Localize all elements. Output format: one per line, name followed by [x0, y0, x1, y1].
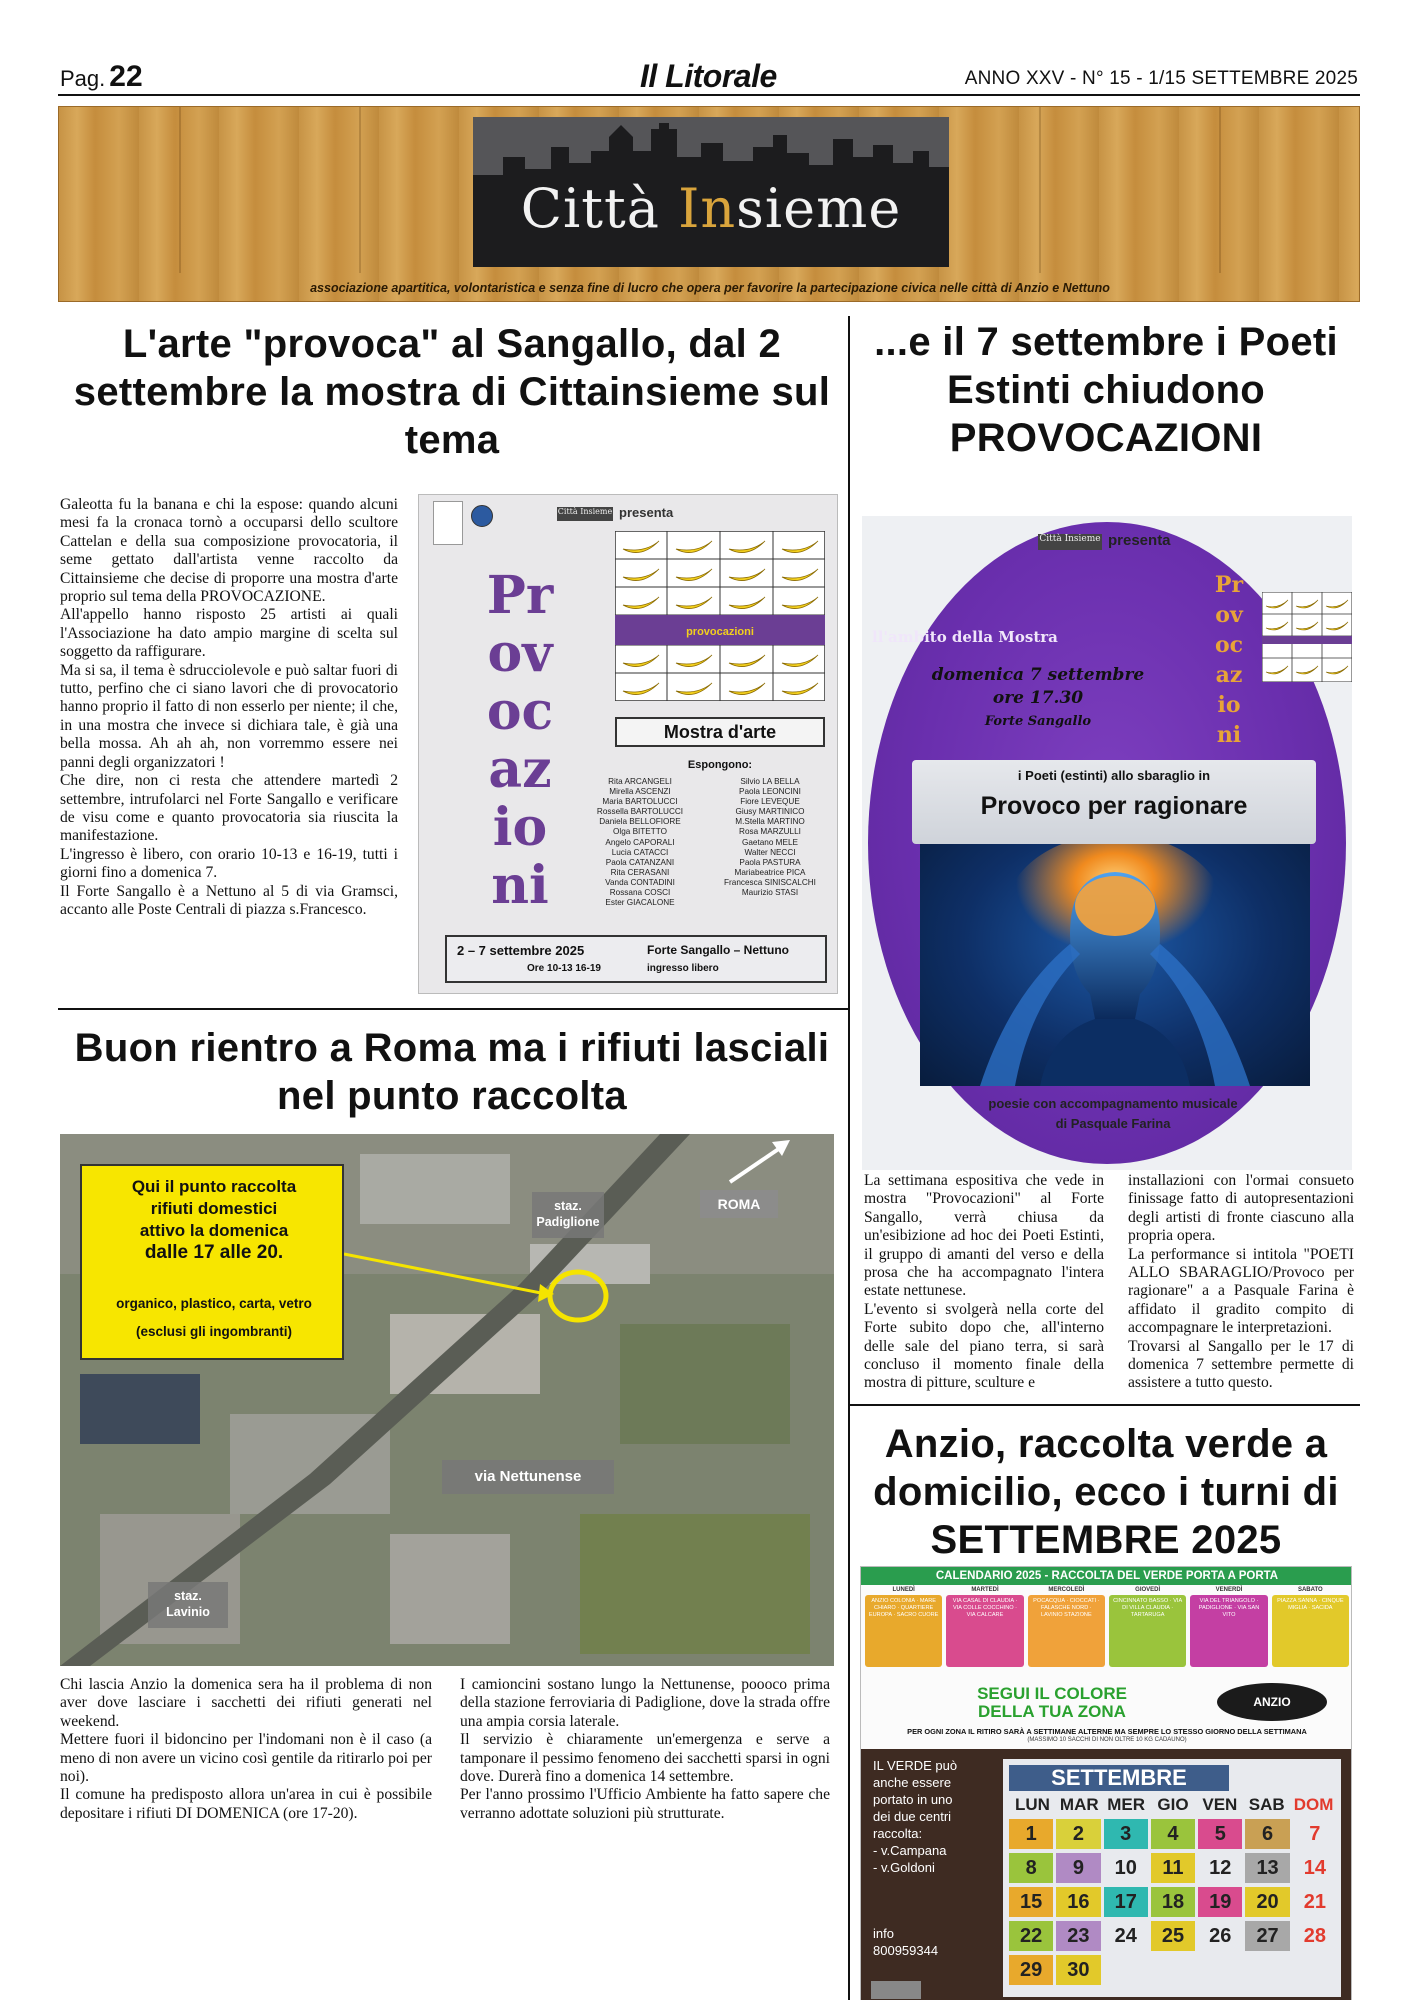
vertical-title-line: az — [488, 739, 552, 800]
espongono-label: Espongono: — [687, 759, 753, 771]
month-title: SETTEMBRE — [1009, 1765, 1229, 1791]
month-calendar — [1003, 1759, 1341, 1997]
article-headline: ...e il 7 settembre i Poeti Estinti chiudono PROVOCAZIONI — [874, 320, 1338, 460]
paragraph: Trovarsi al Sangallo per le 17 di domenica 7 settembre permette di assistere a tutto questo. — [1128, 1337, 1354, 1392]
paragraph: La settimana espositiva che vede in mostra "Provocazioni" al Forte Sangallo, verrà chiusa da un'esibizione ad hoc dei Poeti Estinti, il gruppo di amanti del verso e della prosa che ha accompagnato l'intera estate nettunese. — [864, 1172, 1104, 1300]
drop-off-line: - v.Goldoni — [873, 1860, 935, 1875]
calendar-day-cell: 21 — [1303, 1891, 1326, 1913]
poster-circle — [868, 522, 1346, 1164]
calendar-day-cell: 11 — [1151, 1853, 1195, 1883]
presenta-label: presenta — [1108, 532, 1171, 549]
paragraph: I camioncini sostano lungo la Nettunense, poooco prima della stazione ferroviaria di Padiglione, dove la strada offre una ampia corsia laterale. — [460, 1676, 830, 1730]
callout-line: attivo la domenica — [139, 1221, 289, 1240]
calendar-day-cell: 26 — [1198, 1921, 1242, 1951]
association-seal-icon — [471, 505, 493, 527]
page-label — [60, 60, 143, 94]
calendar-day-cell: 24 — [1104, 1921, 1148, 1951]
calendar-day-cell: 13 — [1245, 1853, 1289, 1883]
zone-day-streets: VIA CASAL DI CLAUDIA · VIA COLLE COCCHINO · VIA CALCARE — [946, 1595, 1023, 1667]
drop-off-line: dei due centri — [873, 1809, 952, 1824]
brain-head-icon — [920, 844, 1310, 1086]
vertical-title — [1194, 570, 1264, 750]
slogan-line: SEGUI IL COLORE — [977, 1684, 1127, 1703]
artist-column-right — [709, 777, 831, 908]
drop-off-line: IL VERDE può — [873, 1758, 958, 1773]
paragraph: L'ingresso è libero, con orario 10-13 e 16-19, tutti i giorni fino a domenica 7. — [60, 845, 398, 882]
zone-day-streets: ANZIO COLONIA · MARE CHIARO · QUARTIERE EUROPA · SACRO CUORE — [865, 1595, 942, 1667]
association-banner — [58, 106, 1360, 302]
cittainsieme-logo — [473, 117, 949, 267]
artist-name: Olga BITETTO — [613, 827, 667, 837]
artist-name: Maurizio STASI — [741, 888, 799, 898]
info-label: info — [873, 1926, 894, 1941]
banana-grid-icon — [615, 531, 825, 701]
exhibition-entry: ingresso libero — [647, 963, 719, 974]
calendar-day-cell — [1198, 1955, 1242, 1985]
artist-name: Giusy MARTINICO — [735, 807, 805, 817]
logo-text — [473, 177, 949, 240]
pickup-limit: (MASSIMO 10 SACCHI DI NON OLTRE 10 KG CADAUNO) — [1027, 1737, 1187, 1743]
vertical-title-line: io — [1217, 692, 1241, 718]
article-headline: L'arte "provoca" al Sangallo, dal 2 settembre la mostra di Cittainsieme sul tema — [73, 322, 831, 462]
ambito-label: ll'ambito della Mostra — [872, 628, 1058, 646]
vertical-title-line: oc — [486, 681, 554, 742]
calendar-day-cell: 14 — [1303, 1857, 1326, 1879]
zone-day-column — [1190, 1587, 1267, 1667]
zone-days — [865, 1587, 1349, 1667]
waste-excluded: (esclusi gli ingombranti) — [135, 1324, 292, 1339]
article-headline: Anzio, raccolta verde a domicilio, ecco i turni di SETTEMBRE 2025 — [873, 1422, 1339, 1562]
banner-tagline: associazione apartitica, volontaristica e senza fine di lucro che opera per favorire la partecipazione civica nelle città di Anzio e Nettuno — [310, 281, 1110, 295]
info-phone: 800959344 — [873, 1943, 939, 1958]
page-label-text: Pag. — [60, 66, 106, 91]
calendar-day-cell: 15 — [1009, 1887, 1053, 1917]
zone-day-name: SABATO — [1297, 1587, 1323, 1593]
zone-day-name: LUNEDÌ — [892, 1587, 915, 1593]
mini-logo — [871, 1981, 921, 1999]
header-rule — [58, 94, 1360, 96]
artist-name: Gaetano MELE — [742, 837, 798, 847]
zone-day-column — [1109, 1587, 1186, 1667]
paragraph: Il Forte Sangallo è a Nettuno al 5 di via Gramsci, accanto alle Poste Centrali di piazza s.Francesco. — [60, 882, 398, 918]
article-body-col1 — [864, 1172, 1104, 1393]
callout-line: Qui il punto raccolta — [131, 1177, 297, 1196]
road-label: via Nettunense — [442, 1460, 614, 1494]
calendar-day-cell: 1 — [1009, 1819, 1053, 1849]
poetry-event-poster — [862, 516, 1352, 1170]
collection-point-callout — [80, 1164, 344, 1360]
zone-day-column — [865, 1587, 942, 1667]
weekday-label: SAB — [1248, 1795, 1285, 1814]
drop-off-line: - v.Campana — [873, 1843, 947, 1858]
weekday-label: VEN — [1202, 1795, 1238, 1814]
calendar-day-cell: 25 — [1151, 1921, 1195, 1951]
zone-day-name: VENERDÌ — [1215, 1587, 1243, 1593]
station-padiglione-label — [532, 1192, 604, 1238]
paragraph: All'appello hanno risposto 25 artisti ai quali l'Associazione ha dato ampio margine di scelta sul soggetto da raffigurare. — [60, 606, 398, 661]
calendar-day-cell: 7 — [1309, 1823, 1321, 1845]
calendar-day-cell: 17 — [1104, 1887, 1148, 1917]
zone-day-name: MERCOLEDÌ — [1048, 1587, 1085, 1593]
artist-name: Silvio LA BELLA — [740, 777, 800, 786]
vertical-title-line: ni — [1216, 722, 1242, 748]
calendar-day-cell: 30 — [1056, 1955, 1100, 1985]
banner-plank — [179, 107, 181, 273]
newspaper-name: Il Litorale — [640, 58, 777, 94]
calendar-day-cell — [1293, 1955, 1337, 1985]
calendar-day-cell: 5 — [1198, 1819, 1242, 1849]
logo-text-highlight: In — [678, 177, 737, 240]
musica-line: poesie con accompagnamento musicale — [988, 1096, 1238, 1111]
callout-line: dalle 17 alle 20. — [144, 1242, 284, 1263]
vertical-title-line: Pr — [486, 565, 554, 626]
artist-name: Ester GIACALONE — [605, 898, 675, 908]
zone-day-name: GIOVEDÌ — [1135, 1587, 1161, 1593]
event-place: Forte Sangallo — [984, 714, 1092, 729]
artist-name: Angelo CAPORALI — [605, 837, 675, 847]
artist-name: Paola LEONCINI — [739, 787, 801, 797]
paragraph: Per l'anno prossimo l'Ufficio Ambiente ha fatto sapere che verranno adottate soluzioni più strutturate. — [460, 1786, 830, 1822]
artist-name: Rosa MARZULLI — [739, 827, 801, 837]
calendar-day-cell: 20 — [1245, 1887, 1289, 1917]
calendar-day-cell: 2 — [1056, 1819, 1100, 1849]
label-line: staz. — [174, 1589, 202, 1603]
artist-name: Rita CERASANI — [610, 867, 670, 877]
paragraph: Mettere fuori il bidoncino per l'indomani non è il caso (a meno di non avere un vicino così gentile da ritirarlo poi per noi). — [60, 1731, 432, 1786]
vertical-title-line: az — [1215, 662, 1243, 688]
calendar-day-cell: 16 — [1056, 1887, 1100, 1917]
artist-name: M.Stella MARTINO — [735, 817, 805, 827]
aerial-map-photo — [60, 1134, 834, 1666]
banner-plank — [359, 107, 361, 273]
artist-name: Mariabeatrice PICA — [734, 867, 806, 877]
article-body-col2 — [1128, 1172, 1354, 1393]
calendar-day-cell: 18 — [1151, 1887, 1195, 1917]
exhibition-dates: 2 – 7 settembre 2025 — [457, 943, 585, 958]
article-body — [60, 496, 398, 919]
artist-name: Paola CATANZANI — [605, 857, 675, 867]
calendar-day-cell: 9 — [1056, 1853, 1100, 1883]
event-date: domenica 7 settembre — [931, 665, 1145, 685]
exhibition-hours: Ore 10-13 16-19 — [527, 963, 601, 974]
slogan-line: DELLA TUA ZONA — [978, 1702, 1126, 1721]
weekday-header — [1009, 1795, 1337, 1815]
paragraph: installazioni con l'ormai consueto finissage fatto di autopresentazioni degli artisti di fronte ciascuno alla propria opera. — [1128, 1172, 1354, 1245]
calendar-day-cell: 29 — [1009, 1955, 1053, 1985]
column-divider — [848, 316, 850, 2000]
roma-direction-label: ROMA — [700, 1190, 778, 1218]
issue-info: ANNO XXV - N° 15 - 1/15 SETTEMBRE 2025 — [964, 68, 1358, 89]
zone-day-column — [946, 1587, 1023, 1667]
zone-day-streets: VIA DEL TRIANGOLO · PADIGLIONE · VIA SAN VITO — [1190, 1595, 1267, 1667]
drop-off-info — [873, 1757, 991, 1876]
calendar-title: CALENDARIO 2025 - RACCOLTA DEL VERDE PORTA A PORTA — [861, 1567, 1352, 1585]
calendar-info-panel — [861, 1749, 1352, 2000]
weekday-label: GIO — [1157, 1795, 1189, 1814]
exhibition-poster — [418, 494, 838, 994]
article-headline: Buon rientro a Roma ma i rifiuti lasciali nel punto raccolta — [74, 1026, 830, 1118]
label-line: staz. — [554, 1199, 582, 1213]
musical-accompaniment — [928, 1094, 1298, 1134]
weekday-label: DOM — [1293, 1795, 1334, 1814]
paragraph: Che dire, non ci resta che attendere martedì 2 settembre, intrufolarci nel Forte Sangallo e verificare de visu come e quanto provocatoria sia riuscita la manifestazione. — [60, 772, 398, 845]
artist-list — [579, 777, 831, 908]
paragraph: Il servizio è chiaramente un'emergenza e serve a tamponare il pessimo fenomeno dei sacchetti sparsi in ogni dove. Durerà fino a domenica 14 settembre. — [460, 1731, 830, 1786]
thinking-head-illustration — [920, 844, 1310, 1086]
day-grid — [1009, 1819, 1337, 1985]
calendar-day-cell: 10 — [1104, 1853, 1148, 1883]
artist-name: Rita ARCANGELI — [608, 777, 672, 786]
section-divider — [58, 1008, 848, 1010]
drop-off-line: portato in uno — [873, 1792, 953, 1807]
artist-name: Rossana COSCI — [609, 888, 671, 898]
calendar-day-cell: 4 — [1151, 1819, 1195, 1849]
calendar-day-cell: 8 — [1009, 1853, 1053, 1883]
poeti-label: i Poeti (estinti) allo sbaraglio in — [1017, 768, 1211, 783]
banner-plank — [1039, 107, 1041, 273]
artist-name: Walter NECCI — [744, 847, 796, 857]
artist-name: Francesca SINISCALCHI — [724, 877, 816, 887]
weekday-label: LUN — [1014, 1795, 1050, 1814]
banner-plank — [1219, 107, 1221, 273]
green-waste-calendar — [860, 1566, 1352, 2000]
weekday-label: MER — [1107, 1795, 1146, 1814]
callout-line: rifiuti domestici — [150, 1199, 278, 1218]
vertical-title-line: ni — [491, 855, 549, 916]
zone-day-streets: PIAZZA SANNA · CINQUE MIGLIA · SACIDA — [1272, 1595, 1349, 1667]
calendar-day-cell — [1151, 1955, 1195, 1985]
calendar-day-cell: 12 — [1198, 1853, 1242, 1883]
mini-logo: Città Insieme — [1038, 534, 1102, 550]
event-datetime — [880, 664, 1196, 733]
vertical-title — [445, 567, 595, 915]
article-body-col2 — [460, 1676, 830, 1823]
station-lavinio-label — [148, 1582, 228, 1628]
paragraph: Galeotta fu la banana e chi la espose: quando alcuni mesi fa la cronaca tornò a occuparsi dello scultore Cattelan e della sua composizione provocatoria, il seme gettato dall'artista venne raccolto da Cittainsieme che decise di proporre una mostra d'arte proprio sul tema della PROVOCAZIONE. — [60, 496, 398, 606]
calendar-day-cell — [1104, 1955, 1148, 1985]
drop-off-line: anche essere — [873, 1775, 952, 1790]
artist-name: Mirella ASCENZI — [609, 787, 671, 797]
section-divider — [850, 1404, 1360, 1406]
contact-info — [873, 1925, 938, 1959]
calendar-day-cell: 22 — [1009, 1921, 1053, 1951]
zone-day-name: MARTEDÌ — [971, 1587, 999, 1593]
pickup-rule: PER OGNI ZONA IL RITIRO SARÀ A SETTIMANE ALTERNE MA SEMPRE LO STESSO GIORNO DELLA SETTIMANA — [907, 1727, 1307, 1736]
calendar-day-cell: 6 — [1245, 1819, 1289, 1849]
strip-label: provocazioni — [686, 626, 754, 638]
label-line: Lavinio — [166, 1605, 210, 1619]
event-time: ore 17.30 — [992, 688, 1084, 708]
exhibition-venue: Forte Sangallo – Nettuno — [647, 943, 790, 957]
event-title-box — [912, 760, 1316, 844]
paragraph: Ma si sa, il tema è sdrucciolevole e può saltar fuori di tutto, perfino che ci siano lavori che di provocatorio hanno proprio il fatto di non esserlo per niente; il che, in una mostra che invece si dichiara tale, è già una bella mossa. Ah ah ah, non vorremmo essere nei panni degli organizzatori ! — [60, 661, 398, 771]
calendar-day-cell: 27 — [1245, 1921, 1289, 1951]
label-line: Padiglione — [536, 1215, 600, 1229]
logo-text-part: sieme — [736, 177, 902, 240]
zone-day-streets: POCACQUA · CIOCCATI · FALASCHE NORD · LAVINIO STAZIONE — [1028, 1595, 1105, 1667]
artist-name: Lucia CATACCI — [611, 847, 669, 857]
paragraph: La performance si intitola "POETI ALLO SBARAGLIO/Provoco per ragionare" a a Pasquale Farina è affidato il gradito compito di accompagnare le interpretazioni. — [1128, 1245, 1354, 1337]
zone-day-streets: CINCINNATO BASSO · VIA DI VILLA CLAUDIA · TARTARUGA — [1109, 1595, 1186, 1667]
municipal-crest-icon — [433, 501, 463, 545]
calendar-day-cell — [1245, 1955, 1289, 1985]
calendar-day-cell: 28 — [1303, 1925, 1326, 1947]
zone-day-column — [1028, 1587, 1105, 1667]
calendar-day-cell: 3 — [1104, 1819, 1148, 1849]
drop-off-line: raccolta: — [873, 1826, 923, 1841]
poster-footer — [445, 935, 827, 983]
vertical-title-line: io — [492, 797, 548, 858]
artist-name: Paola PASTURA — [739, 857, 801, 867]
zone-day-column — [1272, 1587, 1349, 1667]
paragraph: L'evento si svolgerà nella corte del Forte subito dopo che, all'interno delle sale del piano terra, si sarà concluso il momento finale della mostra di pitture, sculture e — [864, 1300, 1104, 1392]
artist-column-left — [579, 777, 701, 908]
artist-name: Vanda CONTADINI — [605, 877, 675, 887]
article-body-col1 — [60, 1676, 432, 1823]
logo-text-part: Città — [520, 177, 679, 240]
page-number: 22 — [109, 60, 143, 93]
vertical-title-line: ov — [487, 623, 553, 684]
farina-line: di Pasquale Farina — [1055, 1116, 1171, 1131]
event-title: Provoco per ragionare — [980, 792, 1248, 820]
artist-name: Fiore LEVEQUE — [740, 797, 800, 807]
presenta-label: presenta — [619, 505, 674, 520]
artist-name: Maria BARTOLUCCI — [602, 797, 678, 807]
callout-main — [82, 1176, 346, 1264]
artist-name: Daniela BELLOFIORE — [599, 817, 681, 827]
paragraph: Chi lascia Anzio la domenica sera ha il problema di non aver dove lasciare i sacchetti dei rifiuti generati nel weekend. — [60, 1676, 432, 1730]
banana-grid-icon — [1262, 592, 1352, 682]
anzio-badge: ANZIO — [1217, 1683, 1327, 1721]
waste-types: organico, plastico, carta, vetro — [116, 1296, 312, 1311]
vertical-title-line: Pr — [1214, 572, 1244, 598]
vertical-title-line: oc — [1214, 632, 1244, 658]
paragraph: Il comune ha predisposto allora un'area in cui è possibile depositare i rifiuti DI DOMENICA (ore 17-20). — [60, 1786, 432, 1822]
mini-logo: Città Insieme — [557, 507, 613, 521]
calendar-day-cell: 19 — [1198, 1887, 1242, 1917]
artist-name: Rossella BARTOLUCCI — [596, 807, 684, 817]
calendar-day-cell: 23 — [1056, 1921, 1100, 1951]
follow-color-slogan — [947, 1685, 1157, 1721]
mostra-label: Mostra d'arte — [615, 717, 825, 747]
weekday-label: MAR — [1059, 1795, 1099, 1814]
vertical-title-line: ov — [1215, 602, 1243, 628]
